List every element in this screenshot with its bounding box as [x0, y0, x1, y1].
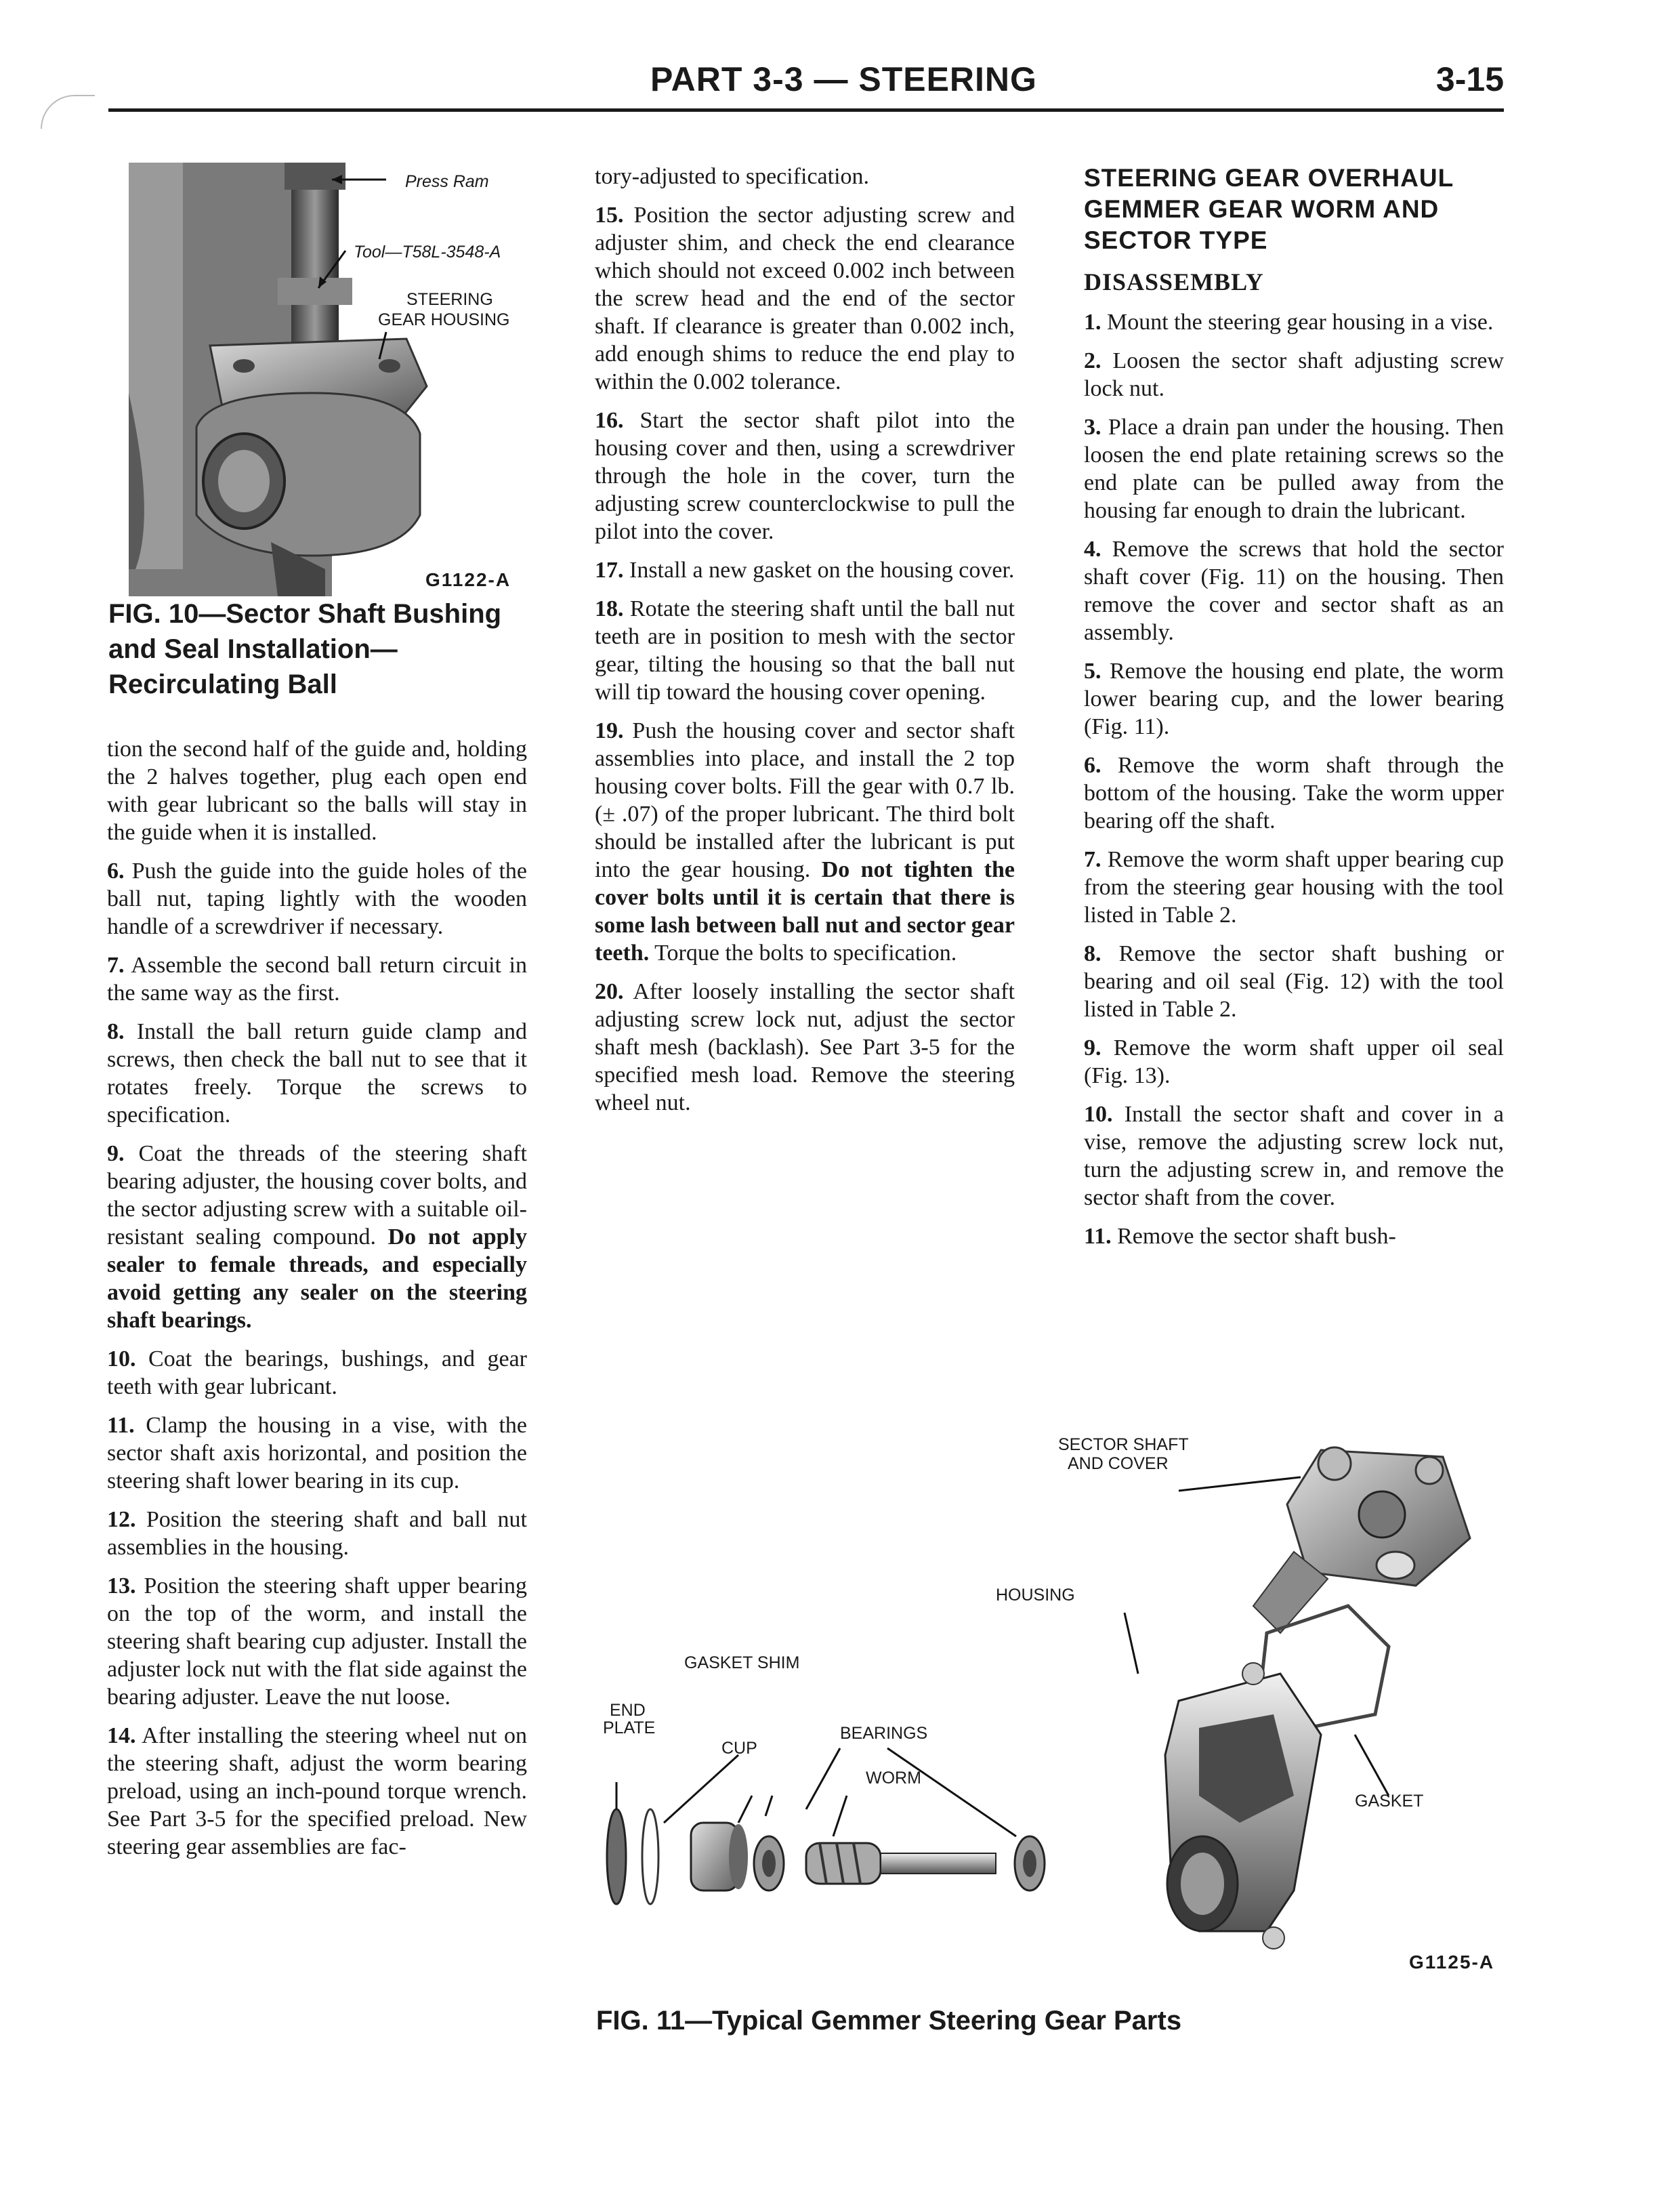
step-number: 20.	[595, 979, 624, 1004]
step-text: Assemble the second ball return circuit in the same way as the first.	[107, 953, 528, 1006]
step-text: Place a drain pan under the housing. Then loosen the end plate retaining screws so the end plate can be pulled away from the housing far enough to drain the lubricant.	[1084, 415, 1505, 523]
figure-10-caption-line-1: FIG. 10—Sector Shaft Bushing	[108, 599, 502, 629]
page-header	[108, 60, 1504, 114]
step-number: 13.	[107, 1573, 136, 1598]
step-number: 10.	[1084, 1102, 1113, 1127]
step-text: Remove the worm shaft upper bearing cup from the steering gear housing with the tool listed in Table 2.	[1084, 847, 1505, 928]
step-number: 7.	[1084, 847, 1101, 872]
step-text: After loosely installing the sector shaft adjusting screw lock nut, adjust the sector shaft mesh (backlash). See Part 3-5 for the specified mesh load. Remove the steering wheel nut.	[595, 979, 1015, 1115]
figure-10-illustration	[108, 163, 528, 596]
col1-step-12	[107, 1506, 527, 1561]
col3-step-1	[1084, 308, 1504, 336]
step-number: 7.	[107, 953, 125, 978]
col3-step-5	[1084, 657, 1504, 741]
column-2	[595, 163, 1015, 1128]
col1-continued-paragraph: tion the second half of the guide and, holding the 2 halves together, plug each open end with gear lubricant so the balls will stay in the guide when it is installed.	[107, 737, 527, 845]
step-text: Remove the worm shaft upper oil seal (Fig. 13).	[1084, 1035, 1504, 1088]
subsection-title: DISASSEMBLY	[1084, 268, 1264, 295]
step-text: Loosen the sector shaft adjusting screw lock nut.	[1084, 348, 1505, 401]
label-worm: WORM	[866, 1769, 921, 1788]
step-text: Rotate the steering shaft until the ball nut teeth are in position to mesh with the sector gear, tilting the housing so that the ball nut will tip toward the housing cover opening.	[595, 596, 1015, 705]
label-bearings: BEARINGS	[840, 1724, 928, 1743]
step-number: 4.	[1084, 537, 1101, 562]
step-warning: Do not apply sealer to female threads, and especially avoid getting any sealer on the steering shaft bearings.	[107, 1224, 527, 1333]
section-title-line-2: GEMMER GEAR WORM AND	[1084, 195, 1440, 223]
col2-step-19	[595, 717, 1015, 967]
figure-11-caption: FIG. 11—Typical Gemmer Steering Gear Parts	[596, 2006, 1182, 2036]
step-text: Remove the screws that hold the sector shaft cover (Fig. 11) on the housing. Then remove the cover and sector shaft as an assembly.	[1084, 537, 1504, 645]
step-text-end: Torque the bolts to specification.	[654, 941, 957, 966]
step-text: Position the steering shaft and ball nut assemblies in the housing.	[107, 1507, 527, 1560]
label-steering: STEERING	[406, 290, 493, 309]
step-number: 9.	[107, 1141, 125, 1166]
worm	[806, 1843, 996, 1884]
col3-step-7	[1084, 846, 1504, 929]
label-and-cover: AND COVER	[1068, 1454, 1169, 1473]
col2-step-15	[595, 201, 1015, 396]
part-title: PART 3-3 — STEERING	[650, 60, 1037, 98]
label-cup: CUP	[721, 1739, 757, 1758]
col3-step-9	[1084, 1034, 1504, 1090]
header-rule	[108, 108, 1504, 112]
figure-11-code: G1125-A	[1409, 1952, 1495, 1973]
step-text: Mount the steering gear housing in a vise.	[1107, 310, 1494, 335]
section-title-line-3: SECTOR TYPE	[1084, 226, 1268, 254]
col1-step-14	[107, 1722, 527, 1861]
step-number: 17.	[595, 558, 624, 583]
step-number: 11.	[107, 1413, 135, 1438]
section-title	[1084, 163, 1504, 256]
figure-11	[589, 1416, 1511, 2067]
label-gasket: GASKET	[1355, 1792, 1424, 1811]
label-plate: PLATE	[603, 1718, 656, 1737]
column-1	[107, 735, 527, 1872]
label-press-ram: Press Ram	[405, 172, 489, 191]
bearing	[754, 1836, 784, 1891]
step-number: 2.	[1084, 348, 1101, 373]
step-number: 16.	[595, 408, 624, 433]
step-warning: Do not tighten the cover bolts until it is certain that there is some lash between ball nut and sector gear teeth.	[595, 857, 1015, 966]
col1-step-11	[107, 1411, 527, 1495]
step-text: After installing the steering wheel nut on the steering shaft, adjust the worm bearing preload, using an inch-pound torque wrench. See Part 3-5 for the specified preload. New steering gear assemblies are fac-	[107, 1723, 527, 1859]
col1-step-13	[107, 1572, 527, 1711]
col3-step-11	[1084, 1222, 1504, 1250]
col3-step-10	[1084, 1100, 1504, 1212]
step-text: Push the housing cover and sector shaft assemblies into place, and install the 2 top housing cover bolts. Fill the gear with 0.7 lb. (± .07) of the proper lubricant. The third bolt should be installed after the lubricant is put into the gear housing.	[595, 718, 1015, 882]
step-number: 10.	[107, 1346, 136, 1371]
gasket-shim	[642, 1809, 658, 1904]
label-sector-shaft: SECTOR SHAFT	[1058, 1435, 1189, 1454]
label-tool: Tool—T58L-3548-A	[354, 243, 501, 262]
col3-step-8	[1084, 940, 1504, 1023]
housing	[1165, 1663, 1321, 1949]
col2-step-16	[595, 407, 1015, 545]
label-gear-housing: GEAR HOUSING	[378, 310, 510, 329]
step-number: 11.	[1084, 1224, 1112, 1249]
step-number: 1.	[1084, 310, 1101, 335]
step-number: 19.	[595, 718, 624, 743]
cup	[691, 1823, 748, 1891]
col1-step-7	[107, 951, 527, 1007]
step-number: 3.	[1084, 415, 1101, 440]
step-text: Install the ball return guide clamp and screws, then check the ball nut to see that it rotates freely. Torque the screws to specification.	[107, 1019, 528, 1128]
section-title-line-1: STEERING GEAR OVERHAUL	[1084, 164, 1454, 192]
step-text: Coat the bearings, bushings, and gear teeth with gear lubricant.	[107, 1346, 528, 1399]
label-housing: HOUSING	[996, 1586, 1075, 1605]
figure-10-code: G1122-A	[425, 569, 511, 590]
step-text: Remove the housing end plate, the worm lower bearing cup, and the lower bearing (Fig. 11).	[1084, 659, 1505, 739]
step-text: Coat the threads of the steering shaft bearing adjuster, the housing cover bolts, and the sector adjusting screw with a suitable oil-resistant sealing compound.	[107, 1141, 527, 1250]
bearing	[1015, 1836, 1045, 1891]
figure-10	[108, 163, 528, 699]
step-number: 6.	[107, 859, 125, 884]
col1-step-8	[107, 1018, 527, 1129]
step-number: 9.	[1084, 1035, 1101, 1060]
step-text: Install the sector shaft and cover in a vise, remove the adjusting screw lock nut, turn the adjusting screw in, and remove the sector shaft from the cover.	[1084, 1102, 1504, 1210]
step-text: Remove the worm shaft through the bottom of the housing. Take the worm upper bearing off the shaft.	[1084, 753, 1505, 833]
figure-10-caption-line-3: Recirculating Ball	[108, 669, 337, 699]
step-text: Remove the sector shaft bushing or bearing and oil seal (Fig. 12) with the tool listed in Table 2.	[1084, 941, 1504, 1022]
col1-step-9	[107, 1140, 527, 1334]
column-3	[1084, 163, 1504, 1261]
step-number: 8.	[1084, 941, 1101, 966]
step-text: Install a new gasket on the housing cover.	[629, 558, 1015, 583]
sector-shaft-and-cover	[1253, 1447, 1470, 1633]
col2-continued-paragraph: tory-adjusted to specification.	[595, 164, 870, 189]
figure-10-caption	[108, 596, 542, 702]
col1-step-10	[107, 1345, 527, 1401]
col3-step-3	[1084, 413, 1504, 524]
step-text: Position the steering shaft upper bearing on the top of the worm, and install the steering shaft bearing cup adjuster. Install the adjuster lock nut with the flat side against the bearing adjuster. Leave the nut loose.	[107, 1573, 527, 1710]
step-number: 15.	[595, 203, 624, 228]
figure-11-illustration	[589, 1416, 1511, 1999]
col2-step-20	[595, 978, 1015, 1117]
label-gasket-shim: GASKET SHIM	[684, 1653, 800, 1672]
step-text: Position the sector adjusting screw and adjuster shim, and check the end clearance which should not exceed 0.002 inch between the screw head and the end of the sector shaft. If clearance is greater than 0.002 inch, add enough shims to reduce the end play to within the 0.002 tolerance.	[595, 203, 1015, 394]
step-text: Remove the sector shaft bush-	[1117, 1224, 1396, 1249]
page-number: 3-15	[1435, 60, 1504, 98]
step-text: Clamp the housing in a vise, with the sector shaft axis horizontal, and position the steering shaft lower bearing in its cup.	[107, 1413, 527, 1493]
col3-step-4	[1084, 535, 1504, 646]
label-end: END	[610, 1701, 646, 1720]
end-plate	[607, 1809, 626, 1904]
col2-step-17	[595, 556, 1015, 584]
step-number: 5.	[1084, 659, 1101, 684]
step-number: 14.	[107, 1723, 136, 1748]
step-text: Start the sector shaft pilot into the housing cover and then, using a screwdriver through the hole in the cover, turn the adjusting screw counterclockwise to pull the pilot into the cover.	[595, 408, 1015, 544]
step-text: Push the guide into the guide holes of the ball nut, taping lightly with the wooden handle of a screwdriver if necessary.	[107, 859, 527, 939]
step-number: 6.	[1084, 753, 1101, 778]
figure-10-caption-line-2: and Seal Installation—	[108, 634, 398, 664]
col2-step-18	[595, 595, 1015, 706]
corner-scan-mark	[41, 95, 95, 129]
col1-step-6	[107, 857, 527, 941]
col3-step-2	[1084, 347, 1504, 402]
step-number: 12.	[107, 1507, 136, 1532]
col3-step-6	[1084, 751, 1504, 835]
step-number: 18.	[595, 596, 624, 621]
step-number: 8.	[107, 1019, 125, 1044]
